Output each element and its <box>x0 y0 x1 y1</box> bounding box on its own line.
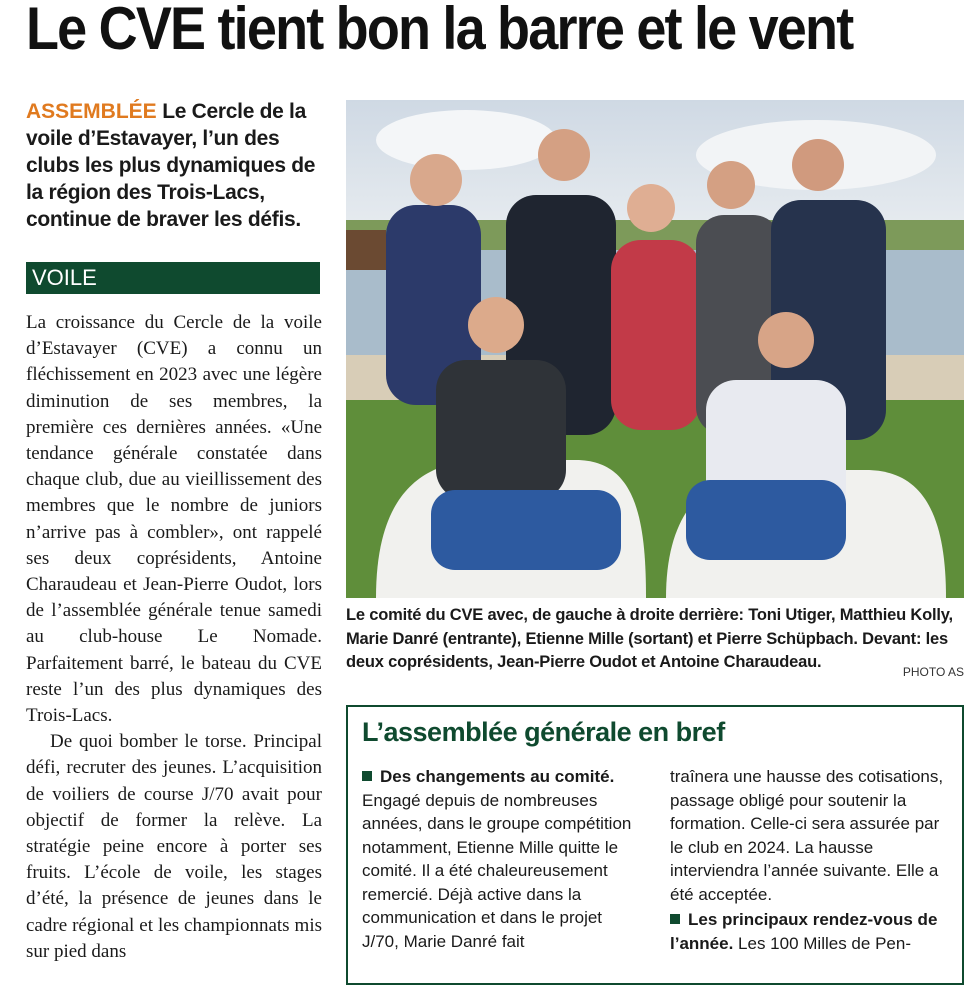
item-1-text: Engagé depuis de nombreuses années, dans le groupe compétition notamment, Etienne Mille quitte le comité. Il a été chaleureusement remercié. Déjà active dans la communication et dans le projet J/70, Marie Danré fait <box>362 790 632 951</box>
section-rubric: VOILE <box>26 262 320 294</box>
lead-kicker: ASSEMBLÉE <box>26 100 157 123</box>
headline: Le CVE tient bon la barre et le vent <box>26 0 853 62</box>
bullet-square-icon <box>362 771 372 781</box>
body-paragraph-2: De quoi bomber le torse. Principal défi, recruter des jeunes. L’acquisition de voiliers de course J/70 avait pour objectif de former la relève. La stratégie peine encore à porter ses fruits. L’école de voile, les stages d’été, la présence de jeunes dans le cadre régional et les championnats mis sur pied dans <box>26 731 322 962</box>
bullet-square-icon <box>670 914 680 924</box>
summary-box-title: L’assemblée générale en bref <box>362 717 725 747</box>
item-2-text: Les 100 Milles de Pen- <box>738 933 911 953</box>
summary-box-right-column <box>670 765 952 955</box>
photo-caption-text: Le comité du CVE avec, de gauche à droite derrière: Toni Utiger, Matthieu Kolly, Marie Danré (entrante), Etienne Mille (sortant) et Pierre Schüpbach. Devant: les deux coprésidents, Jean-Pierre Oudot et Antoine Charaudeau. <box>346 606 953 671</box>
item-1-continuation: traînera une hausse des cotisations, passage obligé pour soutenir la formation. Celle-ci sera assurée par le club en 2024. La hausse interviendra l’année suivante. Elle a été acceptée. <box>670 767 944 904</box>
summary-box <box>346 705 964 985</box>
summary-box-left-column <box>362 765 642 953</box>
item-2 <box>670 908 952 955</box>
body-paragraph-1: La croissance du Cercle de la voile d’Estavayer (CVE) a connu un fléchissement en 2023 avec une légère diminution de ses membres, la première ces dernières années. «Une tendance générale constatée dans chaque club, due au vieillissement des membres que le nombre de juniors n’arrive pas à combler», ont rappelé ses deux coprésidents, Antoine Charaudeau et Jean-Pierre Oudot, lors de l’assemblée générale tenue samedi au club-house Le Nomade. Parfaitement barré, le bateau du CVE reste l’un des plus dynamiques des Trois-Lacs. <box>26 312 322 727</box>
lead-paragraph <box>26 98 326 233</box>
lead-text: Le Cercle de la voile d’Estavayer, l’un des clubs les plus dynamiques de la région des Trois-Lacs, continue de braver les défis. <box>26 100 316 231</box>
item-1-head: Des changements au comité. <box>380 767 615 786</box>
item-2-head: Les principaux rendez-vous de l’année. <box>670 910 938 953</box>
photo-caption <box>346 604 964 675</box>
photo-credit: PHOTO AS <box>902 665 964 679</box>
article-body <box>26 310 322 965</box>
committee-photo-image <box>346 100 964 598</box>
committee-photo <box>346 100 964 598</box>
